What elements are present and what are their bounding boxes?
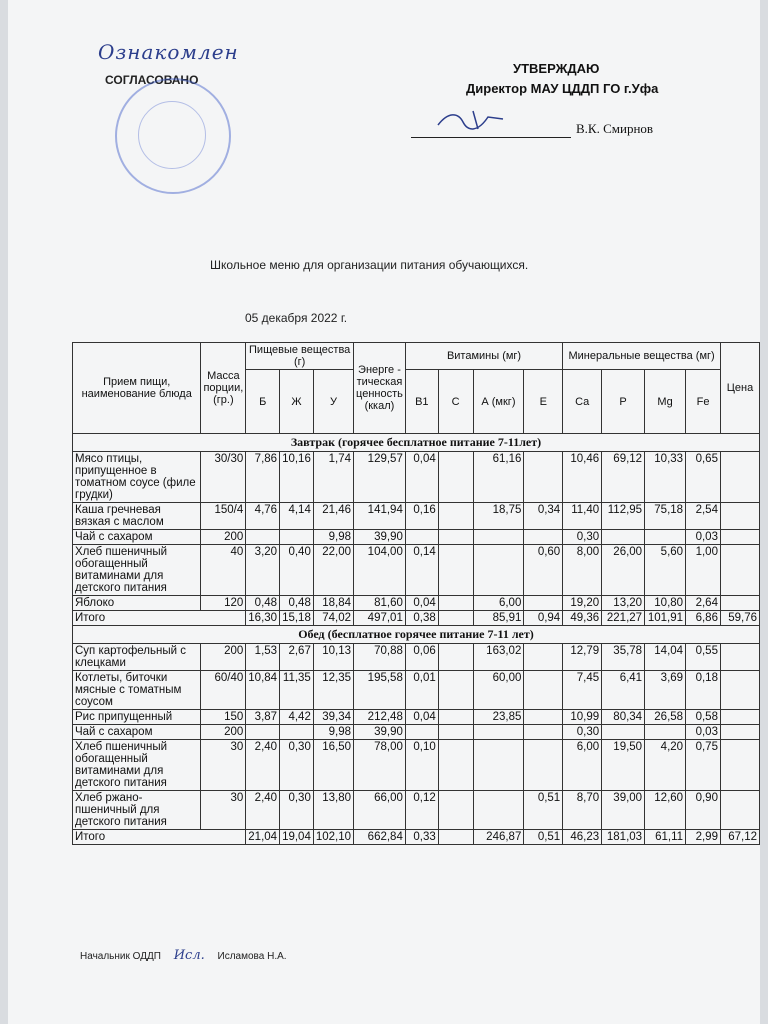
cell-c bbox=[438, 545, 473, 596]
header-p: P bbox=[602, 370, 645, 434]
cell-mg bbox=[645, 725, 686, 740]
cell-b: 10,84 bbox=[246, 671, 280, 710]
cell-zh bbox=[280, 725, 314, 740]
cell-e bbox=[524, 644, 563, 671]
cell-b1: 0,10 bbox=[405, 740, 438, 791]
cell-e: 0,51 bbox=[524, 791, 563, 830]
total-ca: 49,36 bbox=[563, 611, 602, 626]
table-row bbox=[73, 596, 760, 611]
total-row bbox=[73, 611, 760, 626]
cell-e bbox=[524, 740, 563, 791]
total-b: 21,04 bbox=[246, 830, 280, 845]
cell-c bbox=[438, 791, 473, 830]
table-row bbox=[73, 671, 760, 710]
header-c: С bbox=[438, 370, 473, 434]
cell-u: 21,46 bbox=[313, 503, 353, 530]
lunch-section bbox=[73, 626, 760, 845]
cell-p: 69,12 bbox=[602, 452, 645, 503]
cell-e bbox=[524, 530, 563, 545]
header-nutrients: Пищевые вещества (г) bbox=[246, 343, 354, 370]
cell-e bbox=[524, 710, 563, 725]
total-price: 67,12 bbox=[720, 830, 759, 845]
cell-ca: 7,45 bbox=[563, 671, 602, 710]
total-zh: 15,18 bbox=[280, 611, 314, 626]
cell-u: 18,84 bbox=[313, 596, 353, 611]
cell-mass: 120 bbox=[201, 596, 246, 611]
cell-kcal: 81,60 bbox=[354, 596, 406, 611]
cell-mg bbox=[645, 530, 686, 545]
cell-u: 12,35 bbox=[313, 671, 353, 710]
cell-b: 0,48 bbox=[246, 596, 280, 611]
cell-b: 4,76 bbox=[246, 503, 280, 530]
breakfast-section-row bbox=[73, 434, 760, 452]
total-u: 102,10 bbox=[313, 830, 353, 845]
total-price: 59,76 bbox=[720, 611, 759, 626]
cell-zh: 0,48 bbox=[280, 596, 314, 611]
cell-zh: 10,16 bbox=[280, 452, 314, 503]
cell-ca: 12,79 bbox=[563, 644, 602, 671]
cell-b1: 0,12 bbox=[405, 791, 438, 830]
cell-c bbox=[438, 503, 473, 530]
footer bbox=[80, 948, 287, 963]
cell-b1 bbox=[405, 530, 438, 545]
breakfast-section-title: Завтрак (горячее бесплатное питание 7-11лет) bbox=[73, 434, 760, 452]
cell-p: 26,00 bbox=[602, 545, 645, 596]
total-b1: 0,33 bbox=[405, 830, 438, 845]
total-row bbox=[73, 830, 760, 845]
cell-p: 6,41 bbox=[602, 671, 645, 710]
cell-c bbox=[438, 530, 473, 545]
cell-zh bbox=[280, 530, 314, 545]
lunch-section-row bbox=[73, 626, 760, 644]
cell-c bbox=[438, 596, 473, 611]
dish-name: Котлеты, биточки мясные с томатным соусом bbox=[73, 671, 201, 710]
menu-table bbox=[72, 342, 760, 845]
header-vitamins: Витамины (мг) bbox=[405, 343, 562, 370]
cell-mass: 60/40 bbox=[201, 671, 246, 710]
cell-b1: 0,04 bbox=[405, 710, 438, 725]
lunch-section-title: Обед (бесплатное горячее питание 7-11 лет) bbox=[73, 626, 760, 644]
cell-price bbox=[720, 671, 759, 710]
cell-p bbox=[602, 725, 645, 740]
cell-p: 80,34 bbox=[602, 710, 645, 725]
total-a: 246,87 bbox=[473, 830, 524, 845]
cell-ca: 10,99 bbox=[563, 710, 602, 725]
total-fe: 6,86 bbox=[686, 611, 721, 626]
table-row bbox=[73, 452, 760, 503]
cell-price bbox=[720, 596, 759, 611]
cell-price bbox=[720, 503, 759, 530]
cell-fe: 0,03 bbox=[686, 725, 721, 740]
cell-b bbox=[246, 725, 280, 740]
cell-kcal: 104,00 bbox=[354, 545, 406, 596]
cell-mass: 30 bbox=[201, 791, 246, 830]
cell-ca: 19,20 bbox=[563, 596, 602, 611]
cell-kcal: 195,58 bbox=[354, 671, 406, 710]
cell-b1: 0,01 bbox=[405, 671, 438, 710]
header-ca: Ca bbox=[563, 370, 602, 434]
signature-line bbox=[411, 137, 571, 138]
table-row bbox=[73, 791, 760, 830]
director-signature bbox=[433, 107, 513, 135]
header-b: Б bbox=[246, 370, 280, 434]
cell-u: 1,74 bbox=[313, 452, 353, 503]
cell-fe: 0,90 bbox=[686, 791, 721, 830]
cell-zh: 4,14 bbox=[280, 503, 314, 530]
total-e: 0,94 bbox=[524, 611, 563, 626]
dish-name: Чай с сахаром bbox=[73, 725, 201, 740]
table-row bbox=[73, 644, 760, 671]
cell-mg: 75,18 bbox=[645, 503, 686, 530]
dish-name: Суп картофельный с клецками bbox=[73, 644, 201, 671]
cell-b1: 0,06 bbox=[405, 644, 438, 671]
cell-a: 23,85 bbox=[473, 710, 524, 725]
cell-b1: 0,04 bbox=[405, 596, 438, 611]
dish-name: Яблоко bbox=[73, 596, 201, 611]
cell-mg: 4,20 bbox=[645, 740, 686, 791]
cell-p: 112,95 bbox=[602, 503, 645, 530]
header-zh: Ж bbox=[280, 370, 314, 434]
cell-price bbox=[720, 530, 759, 545]
total-zh: 19,04 bbox=[280, 830, 314, 845]
cell-b: 7,86 bbox=[246, 452, 280, 503]
cell-zh: 0,30 bbox=[280, 791, 314, 830]
breakfast-section bbox=[73, 434, 760, 626]
cell-kcal: 78,00 bbox=[354, 740, 406, 791]
cell-kcal: 39,90 bbox=[354, 725, 406, 740]
cell-mg: 10,33 bbox=[645, 452, 686, 503]
cell-c bbox=[438, 452, 473, 503]
cell-a bbox=[473, 545, 524, 596]
dish-name: Хлеб пшеничный обогащенный витаминами для детского питания bbox=[73, 740, 201, 791]
cell-u: 16,50 bbox=[313, 740, 353, 791]
cell-b: 3,87 bbox=[246, 710, 280, 725]
cell-mg: 5,60 bbox=[645, 545, 686, 596]
cell-p: 13,20 bbox=[602, 596, 645, 611]
total-mg: 101,91 bbox=[645, 611, 686, 626]
cell-kcal: 212,48 bbox=[354, 710, 406, 725]
cell-p: 35,78 bbox=[602, 644, 645, 671]
cell-b: 2,40 bbox=[246, 740, 280, 791]
header-e: Е bbox=[524, 370, 563, 434]
cell-zh: 11,35 bbox=[280, 671, 314, 710]
cell-kcal: 39,90 bbox=[354, 530, 406, 545]
cell-p: 19,50 bbox=[602, 740, 645, 791]
cell-e bbox=[524, 671, 563, 710]
cell-p bbox=[602, 530, 645, 545]
header-meal: Прием пищи, наименование блюда bbox=[73, 343, 201, 434]
document-title: Школьное меню для организации питания обучающихся. bbox=[210, 258, 529, 272]
cell-b1: 0,16 bbox=[405, 503, 438, 530]
table-row bbox=[73, 503, 760, 530]
cell-e: 0,34 bbox=[524, 503, 563, 530]
handwritten-acknowledgement: Ознакомлен bbox=[98, 40, 239, 64]
cell-ca: 10,46 bbox=[563, 452, 602, 503]
total-a: 85,91 bbox=[473, 611, 524, 626]
cell-mg: 10,80 bbox=[645, 596, 686, 611]
footer-name: Исламова Н.А. bbox=[217, 951, 287, 962]
cell-mass: 150/4 bbox=[201, 503, 246, 530]
cell-a bbox=[473, 791, 524, 830]
cell-mg: 3,69 bbox=[645, 671, 686, 710]
cell-price bbox=[720, 740, 759, 791]
table-row bbox=[73, 530, 760, 545]
cell-fe: 2,54 bbox=[686, 503, 721, 530]
agreed-label: СОГЛАСОВАНО bbox=[105, 73, 199, 87]
cell-a: 18,75 bbox=[473, 503, 524, 530]
total-b1: 0,38 bbox=[405, 611, 438, 626]
total-ca: 46,23 bbox=[563, 830, 602, 845]
cell-kcal: 66,00 bbox=[354, 791, 406, 830]
cell-ca: 6,00 bbox=[563, 740, 602, 791]
cell-a bbox=[473, 740, 524, 791]
cell-mass: 200 bbox=[201, 725, 246, 740]
cell-ca: 0,30 bbox=[563, 530, 602, 545]
cell-zh: 4,42 bbox=[280, 710, 314, 725]
total-p: 221,27 bbox=[602, 611, 645, 626]
cell-e bbox=[524, 725, 563, 740]
cell-mg: 26,58 bbox=[645, 710, 686, 725]
total-kcal: 497,01 bbox=[354, 611, 406, 626]
approval-left-block bbox=[98, 40, 239, 64]
cell-mg: 12,60 bbox=[645, 791, 686, 830]
cell-zh: 2,67 bbox=[280, 644, 314, 671]
cell-mg: 14,04 bbox=[645, 644, 686, 671]
cell-fe: 0,03 bbox=[686, 530, 721, 545]
document-date: 05 декабря 2022 г. bbox=[245, 311, 348, 325]
header-b1: В1 bbox=[405, 370, 438, 434]
cell-a: 163,02 bbox=[473, 644, 524, 671]
director-name: В.К. Смирнов bbox=[576, 121, 654, 136]
cell-c bbox=[438, 725, 473, 740]
table-row bbox=[73, 740, 760, 791]
cell-fe: 0,55 bbox=[686, 644, 721, 671]
cell-e bbox=[524, 596, 563, 611]
cell-p: 39,00 bbox=[602, 791, 645, 830]
total-mg: 61,11 bbox=[645, 830, 686, 845]
total-c bbox=[438, 611, 473, 626]
total-u: 74,02 bbox=[313, 611, 353, 626]
cell-zh: 0,30 bbox=[280, 740, 314, 791]
seal-stamp-inner bbox=[138, 101, 206, 169]
cell-fe: 0,65 bbox=[686, 452, 721, 503]
total-e: 0,51 bbox=[524, 830, 563, 845]
cell-price bbox=[720, 644, 759, 671]
cell-a: 6,00 bbox=[473, 596, 524, 611]
cell-a: 61,16 bbox=[473, 452, 524, 503]
director-title: Директор МАУ ЦДДП ГО г.Уфа bbox=[466, 81, 659, 96]
header-mg: Mg bbox=[645, 370, 686, 434]
cell-b1: 0,14 bbox=[405, 545, 438, 596]
table-row bbox=[73, 710, 760, 725]
cell-price bbox=[720, 452, 759, 503]
cell-mass: 200 bbox=[201, 644, 246, 671]
cell-fe: 0,75 bbox=[686, 740, 721, 791]
total-label: Итого bbox=[73, 611, 246, 626]
dish-name: Каша гречневая вязкая с маслом bbox=[73, 503, 201, 530]
cell-e: 0,60 bbox=[524, 545, 563, 596]
cell-price bbox=[720, 710, 759, 725]
cell-fe: 0,18 bbox=[686, 671, 721, 710]
total-fe: 2,99 bbox=[686, 830, 721, 845]
cell-kcal: 70,88 bbox=[354, 644, 406, 671]
cell-b bbox=[246, 530, 280, 545]
footer-signature: Исл. bbox=[173, 948, 205, 963]
header-mass: Масса порции, (гр.) bbox=[201, 343, 246, 434]
header-a: А (мкг) bbox=[473, 370, 524, 434]
cell-mass: 30/30 bbox=[201, 452, 246, 503]
cell-c bbox=[438, 710, 473, 725]
cell-b1: 0,04 bbox=[405, 452, 438, 503]
cell-b: 1,53 bbox=[246, 644, 280, 671]
cell-price bbox=[720, 725, 759, 740]
table-row bbox=[73, 545, 760, 596]
cell-ca: 0,30 bbox=[563, 725, 602, 740]
cell-u: 22,00 bbox=[313, 545, 353, 596]
total-label: Итого bbox=[73, 830, 246, 845]
total-b: 16,30 bbox=[246, 611, 280, 626]
cell-fe: 0,58 bbox=[686, 710, 721, 725]
cell-ca: 11,40 bbox=[563, 503, 602, 530]
cell-price bbox=[720, 545, 759, 596]
cell-a: 60,00 bbox=[473, 671, 524, 710]
total-kcal: 662,84 bbox=[354, 830, 406, 845]
header-energy: Энерге - тическая ценность (ккал) bbox=[354, 343, 406, 434]
dish-name: Хлеб ржано-пшеничный для детского питания bbox=[73, 791, 201, 830]
cell-c bbox=[438, 644, 473, 671]
total-p: 181,03 bbox=[602, 830, 645, 845]
dish-name: Рис припущенный bbox=[73, 710, 201, 725]
cell-u: 10,13 bbox=[313, 644, 353, 671]
cell-kcal: 141,94 bbox=[354, 503, 406, 530]
document-page bbox=[8, 0, 760, 1024]
cell-ca: 8,00 bbox=[563, 545, 602, 596]
cell-b1 bbox=[405, 725, 438, 740]
cell-c bbox=[438, 671, 473, 710]
cell-a bbox=[473, 530, 524, 545]
cell-u: 13,80 bbox=[313, 791, 353, 830]
approve-label: УТВЕРЖДАЮ bbox=[513, 61, 600, 76]
cell-mass: 150 bbox=[201, 710, 246, 725]
cell-e bbox=[524, 452, 563, 503]
cell-u: 39,34 bbox=[313, 710, 353, 725]
cell-price bbox=[720, 791, 759, 830]
header-fe: Fe bbox=[686, 370, 721, 434]
cell-kcal: 129,57 bbox=[354, 452, 406, 503]
cell-a bbox=[473, 725, 524, 740]
dish-name: Чай с сахаром bbox=[73, 530, 201, 545]
total-c bbox=[438, 830, 473, 845]
cell-zh: 0,40 bbox=[280, 545, 314, 596]
cell-fe: 1,00 bbox=[686, 545, 721, 596]
table-row bbox=[73, 725, 760, 740]
cell-b: 3,20 bbox=[246, 545, 280, 596]
cell-fe: 2,64 bbox=[686, 596, 721, 611]
cell-mass: 30 bbox=[201, 740, 246, 791]
cell-c bbox=[438, 740, 473, 791]
cell-b: 2,40 bbox=[246, 791, 280, 830]
cell-u: 9,98 bbox=[313, 725, 353, 740]
cell-ca: 8,70 bbox=[563, 791, 602, 830]
header-minerals: Минеральные вещества (мг) bbox=[563, 343, 721, 370]
cell-mass: 200 bbox=[201, 530, 246, 545]
dish-name: Мясо птицы, припущенное в томатном соусе (филе грудки) bbox=[73, 452, 201, 503]
cell-mass: 40 bbox=[201, 545, 246, 596]
header-price: Цена bbox=[720, 343, 759, 434]
cell-u: 9,98 bbox=[313, 530, 353, 545]
dish-name: Хлеб пшеничный обогащенный витаминами для детского питания bbox=[73, 545, 201, 596]
footer-label: Начальник ОДДП bbox=[80, 951, 161, 962]
header-u: У bbox=[313, 370, 353, 434]
